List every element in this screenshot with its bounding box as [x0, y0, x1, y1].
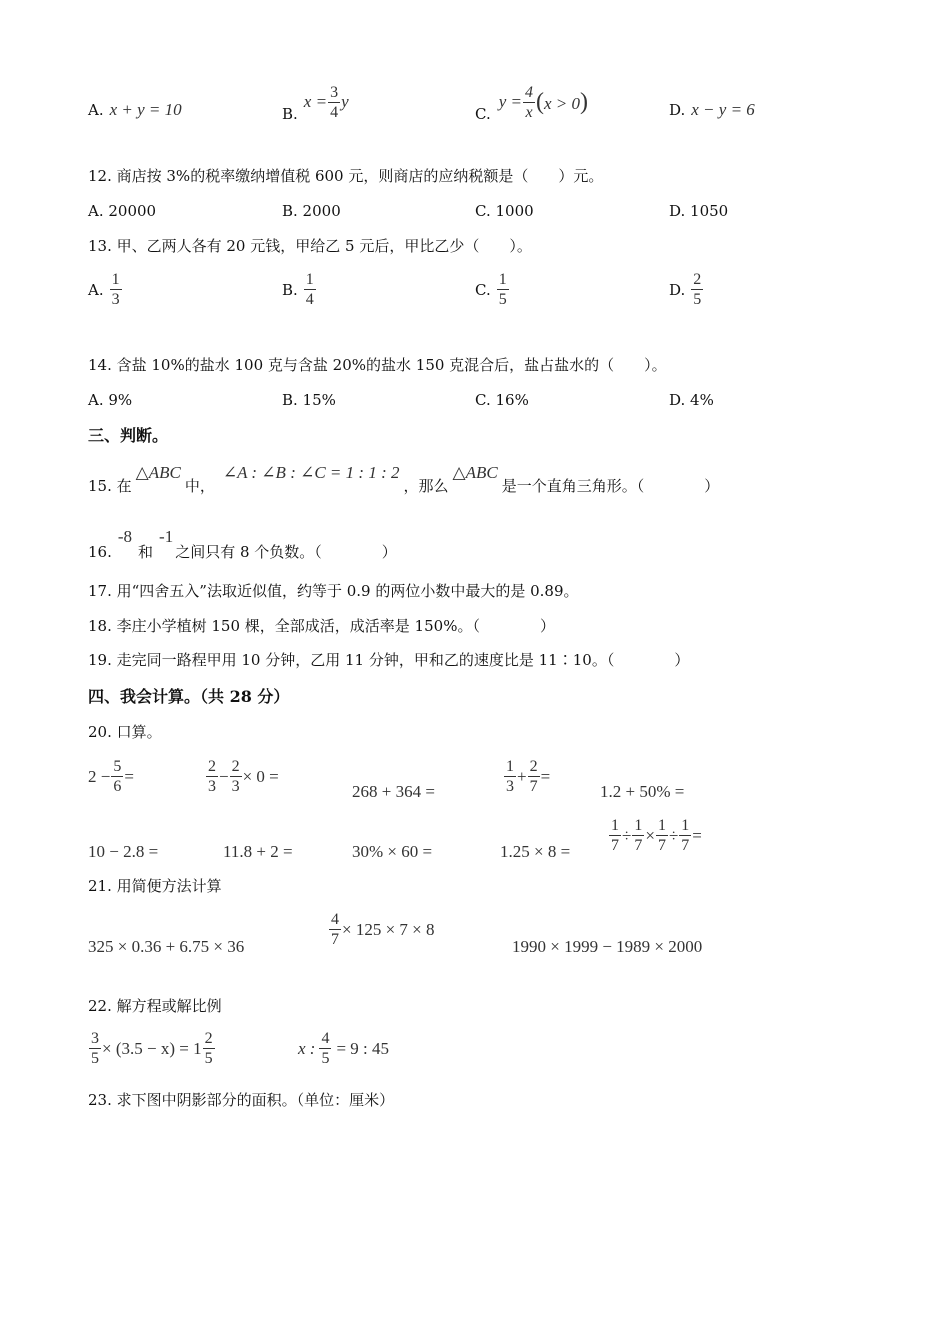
q12-option-a: A. 20000 [88, 202, 157, 220]
q20-r2-e3: 30% × 60 = [352, 842, 433, 861]
q15-triangle-1: △ABC [135, 463, 181, 482]
q20-r2-e5: $\frac{1}{7}$ ÷ $\frac{1}{7}$ × $\frac{1}{7}$ ÷ $\frac{1}{7}$ = [611, 817, 702, 854]
q14-option-b: B. 15% [282, 391, 336, 409]
q12-stem: 12. 商店按 3%的税率缴纳增值税 600 元，则商店的应纳税额是（ ）元。 [88, 167, 604, 185]
q20-stem: 20. 口算。 [88, 723, 162, 741]
q19: 19. 走完同一路程甲用 10 分钟，乙用 11 分钟，甲和乙的速度比是 11∶10。（ ） [88, 651, 690, 669]
q20-r1-e5: 1.2 + 50% = [600, 782, 685, 801]
q21-e1: 325 × 0.36 + 6.75 × 36 [88, 937, 245, 956]
q21-stem: 21. 用简便方法计算 [88, 877, 222, 895]
q21-e3: 1990 × 1999 − 1989 × 2000 [512, 937, 703, 956]
q13-option-d: D. $\frac{2}{5}$ [669, 271, 702, 308]
q11-option-a: A. x + y = 10 [88, 100, 182, 119]
section-4-title: 四、我会计算。（共 28 分） [88, 687, 290, 706]
q11-option-b: B. x = $\frac{3}{4}$ y [282, 83, 349, 123]
q20-r1-e2: $\frac{2}{3}$ − $\frac{2}{3}$ × 0 = [208, 758, 279, 795]
q17: 17. 用“四舍五入”法取近似值，约等于 0.9 的两位小数中最大的是 0.89。 [88, 582, 579, 600]
q15-ratio: ∠A : ∠B : ∠C = 1 : 1 : 2 [222, 463, 400, 482]
q12-option-c: C. 1000 [475, 202, 534, 220]
q14-option-a: A. 9% [88, 391, 133, 409]
q20-r1-e4: $\frac{1}{3}$ + $\frac{2}{7}$ = [506, 758, 551, 795]
q12-option-b: B. 2000 [282, 202, 341, 220]
q11-a-expr: x + y = 10 [109, 100, 182, 119]
q22-stem: 22. 解方程或解比例 [88, 997, 222, 1015]
q13-option-c: C. $\frac{1}{5}$ [475, 271, 507, 308]
q15: 15. 在 △ABC 中， ∠A : ∠B : ∠C = 1 : 1 : 2 ，那么 △ABC 是一个直角三角形。（ ） [88, 463, 720, 495]
q20-r2-e1: 10 − 2.8 = [88, 842, 159, 861]
q20-r2-e2: 11.8 + 2 = [223, 842, 293, 861]
q22-e2: x : $\frac{4}{5}$ = 9 : 45 [298, 1030, 390, 1067]
q12-option-d: D. 1050 [669, 202, 729, 220]
q13-option-a: A. $\frac{1}{3}$ [88, 271, 120, 308]
q13-option-b: B. $\frac{1}{4}$ [282, 271, 314, 308]
q16: 16. -8 和 -1 之间只有 8 个负数。（ ） [88, 527, 397, 561]
q21-e2: $\frac{4}{7}$ × 125 × 7 × 8 [331, 911, 435, 948]
q13-stem: 13. 甲、乙两人各有 20 元钱，甲给乙 5 元后，甲比乙少（ ）。 [88, 237, 532, 255]
q11-option-d: D. x − y = 6 [669, 100, 755, 119]
q14-option-c: C. 16% [475, 391, 529, 409]
q18: 18. 李庄小学植树 150 棵，全部成活，成活率是 150%。（ ） [88, 617, 555, 635]
q20-r1-e3: 268 + 364 = [352, 782, 435, 801]
q15-triangle-2: △ABC [452, 463, 498, 482]
q20-r2-e4: 1.25 × 8 = [500, 842, 571, 861]
q11-option-c: C. y = $\frac{4}{x}$ (x > 0) [475, 83, 589, 123]
q14-option-d: D. 4% [669, 391, 714, 409]
section-3-title: 三、判断。 [88, 426, 169, 445]
q23: 23. 求下图中阴影部分的面积。（单位：厘米） [88, 1091, 395, 1109]
q22-e1: $\frac{3}{5}$ × (3.5 − x) = 1 $\frac{2}{5}$ [91, 1030, 213, 1067]
q20-r1-e1: 2 − $\frac{5}{6}$ = [88, 758, 134, 795]
q14-stem: 14. 含盐 10%的盐水 100 克与含盐 20%的盐水 150 克混合后，盐占盐水的（ ）。 [88, 356, 667, 374]
